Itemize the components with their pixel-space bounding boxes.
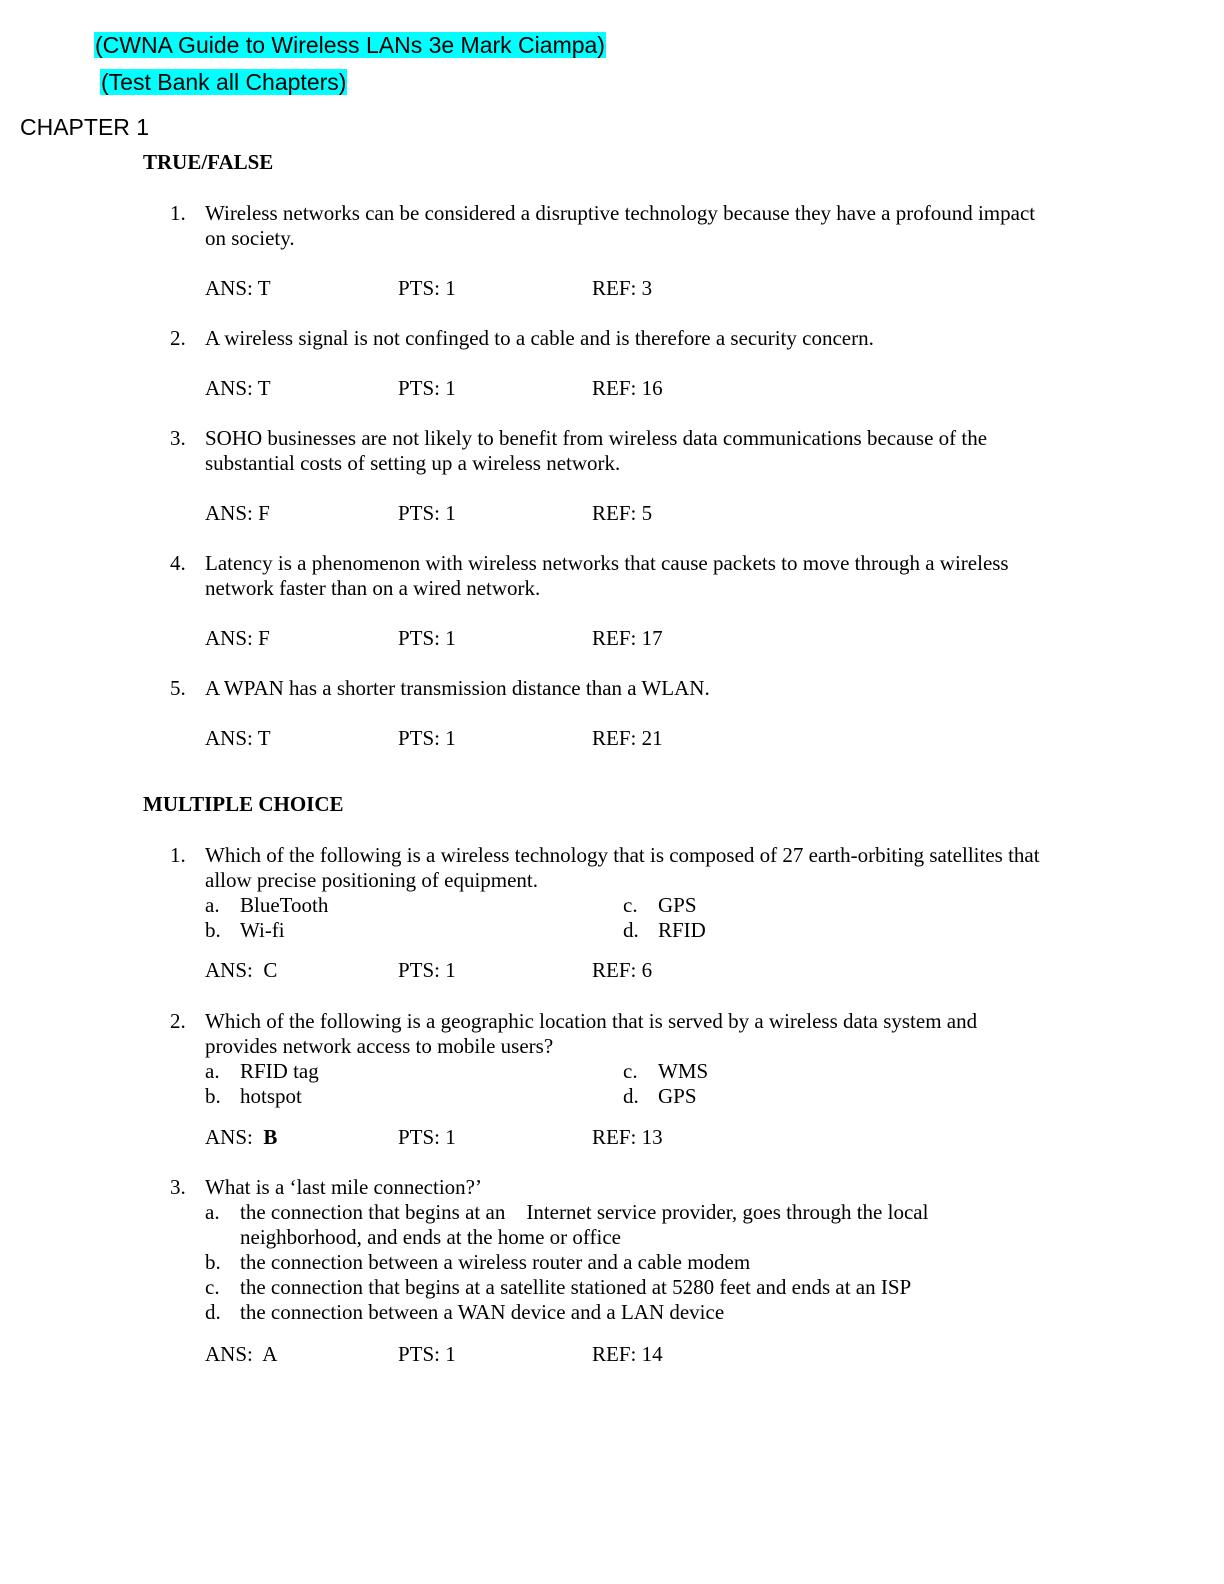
question-text: Which of the following is a wireless technology that is composed of 27 earth-orbiting satellites that	[205, 843, 1040, 867]
question-text: on society.	[205, 226, 295, 250]
reference: REF: 14	[592, 1342, 663, 1366]
multiple-choice-heading: MULTIPLE CHOICE	[143, 792, 344, 816]
option-text: the connection that begins at a satellite stationed at 5280 feet and ends at an ISP	[240, 1275, 912, 1299]
answer: ANS: T	[205, 276, 271, 300]
answer-label: ANS:	[205, 1125, 264, 1149]
option-letter: b.	[205, 918, 221, 942]
question-text: A wireless signal is not confinged to a cable and is therefore a security concern.	[205, 326, 874, 350]
option-letter: a.	[205, 893, 220, 917]
reference: REF: 3	[592, 276, 653, 300]
question-number: 1.	[170, 843, 186, 867]
answer-value: A	[262, 1342, 278, 1366]
option-letter: b.	[205, 1250, 221, 1274]
points: PTS: 1	[398, 376, 456, 400]
question-text: allow precise positioning of equipment.	[205, 868, 539, 892]
answer-value: C	[263, 958, 278, 982]
option-text: neighborhood, and ends at the home or office	[240, 1225, 622, 1249]
option-letter: b.	[205, 1084, 221, 1108]
document-subtitle: (Test Bank all Chapters)	[101, 69, 347, 95]
answer: ANS: F	[205, 501, 270, 525]
option-text: the connection that begins at an Internet service provider, goes through the local	[240, 1200, 929, 1224]
option-text: hotspot	[240, 1084, 302, 1108]
question-text: Which of the following is a geographic location that is served by a wireless data system and	[205, 1009, 978, 1033]
option-letter: a.	[205, 1200, 220, 1224]
option-text: GPS	[658, 1084, 697, 1108]
question-number: 4.	[170, 551, 186, 575]
question-text: substantial costs of setting up a wireless network.	[205, 451, 621, 475]
points: PTS: 1	[398, 276, 456, 300]
question-text: provides network access to mobile users?	[205, 1034, 554, 1058]
option-letter: c.	[205, 1275, 220, 1299]
option-text: the connection between a wireless router and a cable modem	[240, 1250, 751, 1274]
option-letter: a.	[205, 1059, 220, 1083]
points: PTS: 1	[398, 501, 456, 525]
option-letter: c.	[623, 893, 638, 917]
question-text: network faster than on a wired network.	[205, 576, 541, 600]
question-number: 1.	[170, 201, 186, 225]
option-text: the connection between a WAN device and a LAN device	[240, 1300, 725, 1324]
option-text: BlueTooth	[240, 893, 329, 917]
option-letter: c.	[623, 1059, 638, 1083]
points: PTS: 1	[398, 726, 456, 750]
points: PTS: 1	[398, 958, 456, 982]
reference: REF: 17	[592, 626, 663, 650]
reference: REF: 6	[592, 958, 653, 982]
points: PTS: 1	[398, 626, 456, 650]
option-text: GPS	[658, 893, 697, 917]
answer-value: B	[263, 1125, 278, 1149]
true-false-heading: TRUE/FALSE	[143, 150, 274, 174]
option-text: WMS	[658, 1059, 709, 1083]
question-text: Latency is a phenomenon with wireless networks that cause packets to move through a wireless	[205, 551, 1009, 575]
reference: REF: 16	[592, 376, 663, 400]
chapter-heading: CHAPTER 1	[20, 114, 150, 140]
option-text: Wi-fi	[240, 918, 285, 942]
answer: ANS: T	[205, 726, 271, 750]
option-letter: d.	[623, 1084, 639, 1108]
question-number: 2.	[170, 326, 186, 350]
answer-label: ANS:	[205, 1342, 263, 1366]
answer: ANS: T	[205, 376, 271, 400]
points: PTS: 1	[398, 1125, 456, 1149]
question-text: SOHO businesses are not likely to benefit from wireless data communications because of the	[205, 426, 988, 450]
reference: REF: 13	[592, 1125, 663, 1149]
option-letter: d.	[205, 1300, 221, 1324]
option-text: RFID tag	[240, 1059, 319, 1083]
document-title: (CWNA Guide to Wireless LANs 3e Mark Ciampa)	[95, 32, 605, 58]
question-text: Wireless networks can be considered a disruptive technology because they have a profound impact	[205, 201, 1036, 225]
reference: REF: 21	[592, 726, 663, 750]
question-number: 5.	[170, 676, 186, 700]
question-text: A WPAN has a shorter transmission distance than a WLAN.	[205, 676, 710, 700]
question-number: 3.	[170, 426, 186, 450]
answer: ANS: F	[205, 626, 270, 650]
answer	[205, 1125, 277, 1150]
points: PTS: 1	[398, 1342, 456, 1366]
option-text: RFID	[658, 918, 706, 942]
answer	[205, 958, 277, 983]
answer-label: ANS:	[205, 958, 264, 982]
answer	[205, 1342, 277, 1367]
option-letter: d.	[623, 918, 639, 942]
question-number: 3.	[170, 1175, 186, 1199]
reference: REF: 5	[592, 501, 653, 525]
question-number: 2.	[170, 1009, 186, 1033]
question-text: What is a ‘last mile connection?’	[205, 1175, 482, 1199]
